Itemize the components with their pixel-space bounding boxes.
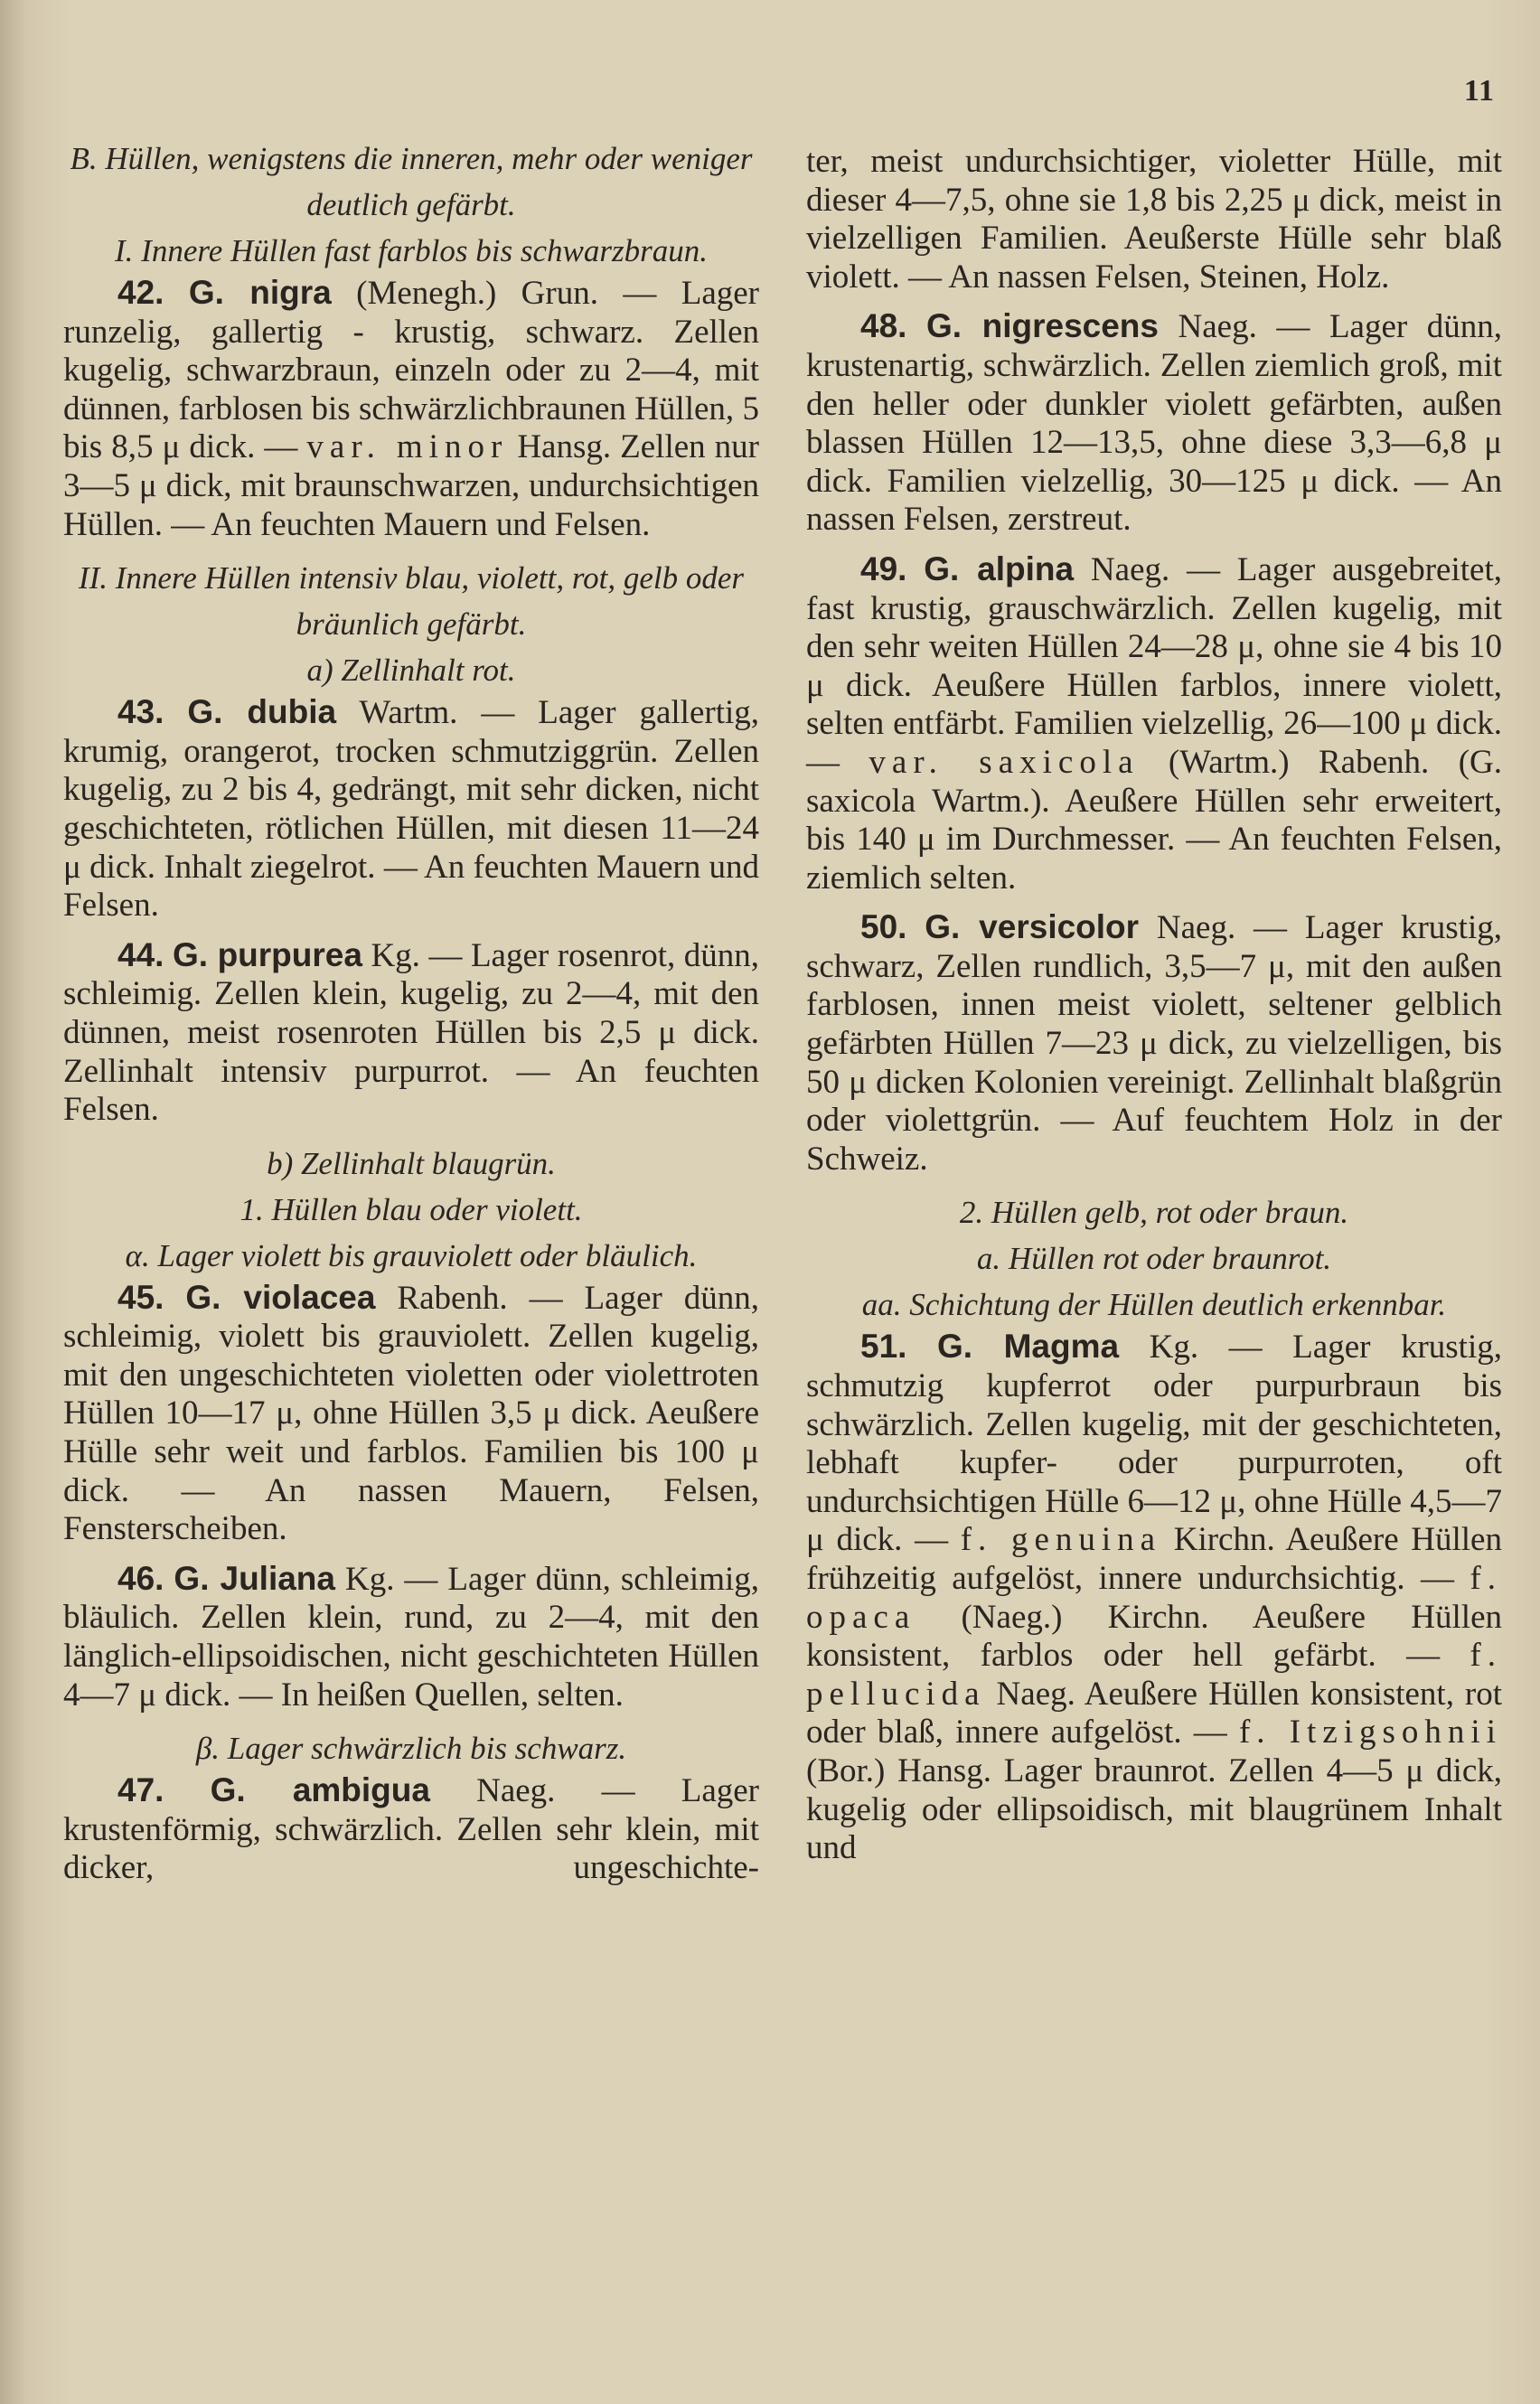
entry-text: (Wartm.) Rabenh. (G. saxicola Wartm.). Aeußere Hüllen sehr erweitert, bis 140 μ im Durchmesser. — An feuchten Felsen, ziemlich selten.: [806, 743, 1502, 897]
entry-number: 48.: [860, 307, 907, 345]
species-entry-47: [63, 1771, 759, 1888]
entry-text: (Bor.) Hansg. Lager braunrot. Zellen 4—5 μ dick, kugelig oder ellipsoidisch, mit blaugrünem Inhalt und: [806, 1751, 1502, 1867]
key-heading-a2: a. Hüllen rot oder braunrot.: [976, 1241, 1332, 1277]
key-heading-beta: β. Lager schwärzlich bis schwarz.: [195, 1731, 627, 1767]
species-name: G. nigrescens: [925, 307, 1159, 345]
species-entry-42: [63, 274, 759, 544]
key-heading-b2: b) Zellinhalt blaugrün.: [267, 1145, 556, 1181]
species-name: G. purpurea: [172, 935, 362, 973]
right-column: [806, 143, 1502, 1868]
entry-text: Naeg. — Lager krustig, schwarz, Zellen rundlich, 3,5—7 μ, mit den außen farblosen, innen meist violett, seltener gelblich gefärbten Hüllen 7—23 μ dick, zu vielzelligen, bis 50 μ dicken Kolonien vereinigt. Zellinhalt blaßgrün oder violettgrün. — Auf feuchtem Holz in der Schweiz.: [806, 909, 1502, 1178]
key-heading-2: 2. Hüllen gelb, rot oder braun.: [959, 1195, 1349, 1231]
species-entry-47-continued: ter, meist undurchsichtiger, violetter Hülle, mit dieser 4—7,5, ohne sie 1,8 bis 2,25 μ dick, meist in vielzelligen Familien. Aeußerste Hülle sehr blaß violett. — An nassen Felsen, Steinen, Holz.: [806, 143, 1502, 296]
species-name: G. Juliana: [174, 1559, 335, 1597]
species-name: G. alpina: [924, 549, 1075, 587]
species-name: G. violacea: [185, 1278, 376, 1316]
entry-number: 42.: [117, 274, 164, 311]
entry-text: Naeg. — Lager dünn, krustenartig, schwärzlich. Zellen ziemlich groß, mit den heller oder dunkler violett gefärbten, außen blassen Hüllen 12—13,5, ohne diese 3,3—6,8 μ dick. Familien vielzellig, 30—125 μ dick. — An nassen Felsen, zerstreut.: [806, 308, 1502, 539]
entry-number: 43.: [117, 693, 164, 731]
entry-number: 44.: [117, 935, 164, 973]
entry-number: 51.: [860, 1328, 907, 1366]
key-heading-aa: aa. Schichtung der Hüllen deutlich erkennbar.: [861, 1287, 1447, 1323]
species-entry-48: [806, 307, 1502, 540]
entry-number: 49.: [860, 549, 907, 587]
species-entry-46: [63, 1560, 759, 1714]
entry-text: Kirchn. Aeußere Hüllen frühzeitig aufgelöst, innere undurchsichtig. —: [806, 1521, 1502, 1597]
key-heading-a: a) Zellinhalt rot.: [306, 653, 516, 689]
species-name: G. dubia: [187, 693, 337, 731]
form-name: f. pellucida: [806, 1637, 1502, 1713]
key-heading-1: 1. Hüllen blau oder violett.: [239, 1191, 583, 1227]
species-entry-43: [63, 693, 759, 925]
key-heading-b: B. Hüllen, wenigstens die inneren, mehr oder weniger deutlich gefärbt.: [70, 141, 753, 222]
entry-number: 47.: [117, 1771, 164, 1809]
entry-text: Kg. — Lager dünn, schleimig, bläulich. Zellen klein, rund, zu 2—4, mit den länglich-ellipsoidischen, nicht geschichteten Hüllen 4—7 μ dick. — In heißen Quellen, selten.: [63, 1560, 759, 1714]
species-name: G. nigra: [188, 274, 332, 311]
entry-text: Kg. — Lager krustig, schmutzig kupferrot oder purpurbraun bis schwärzlich. Zellen kugelig, mit der geschichteten, lebhaft kupfer- oder purpurroten, oft undurchsichtigen Hülle 6—12 μ, ohne Hülle 4,5—7 μ dick. —: [806, 1329, 1502, 1559]
entry-text: (Naeg.) Kirchn. Aeußere Hüllen konsistent, farblos oder hell gefärbt. —: [806, 1598, 1502, 1675]
species-name: G. ambigua: [210, 1771, 430, 1809]
key-heading-ii: II. Innere Hüllen intensiv blau, violett, rot, gelb oder bräunlich gefärbt.: [78, 560, 745, 643]
entry-number: 45.: [117, 1278, 164, 1316]
variety-name: var. minor: [306, 428, 509, 466]
species-name: G. Magma: [936, 1328, 1120, 1366]
entry-text: Rabenh. — Lager dünn, schleimig, violett bis grauviolett. Zellen kugelig, mit den ungeschichteten violetten oder violettroten Hüllen 10—17 μ, ohne Hüllen 3,5 μ dick. Aeußere Hülle sehr weit und farblos. Familien bis 100 μ dick. — An nassen Mauern, Felsen, Fensterscheiben.: [63, 1279, 759, 1548]
page-number: 11: [1463, 74, 1495, 108]
key-heading-alpha: α. Lager violett bis grauviolett oder bläulich.: [125, 1237, 698, 1273]
form-name: f. opaca: [806, 1560, 1502, 1636]
entry-text: Wartm. — Lager gallertig, krumig, orangerot, trocken schmutziggrün. Zellen kugelig, zu 2 bis 4, gedrängt, mit sehr dicken, nicht geschichteten, rötlichen Hüllen, mit diesen 11—24 μ dick. Inhalt ziegelrot. — An feuchten Mauern und Felsen.: [63, 694, 760, 925]
form-name: f. Itzigsohnii: [1238, 1714, 1502, 1751]
left-column: [63, 136, 759, 1888]
entry-number: 50.: [860, 908, 907, 946]
species-entry-45: [63, 1279, 759, 1549]
form-name: f. genuina: [960, 1521, 1162, 1559]
variety-name: var. saxicola: [869, 743, 1140, 781]
entry-text: (Menegh.) Grun. — Lager runzelig, gallertig - krustig, schwarz. Zellen kugelig, schwarzbraun, einzeln oder zu 2—4, mit dünnen, farblosen bis schwärzlichbraunen Hüllen, 5 bis 8,5 μ dick. —: [63, 275, 759, 466]
species-entry-44: [63, 936, 759, 1130]
species-entry-51: [806, 1328, 1502, 1867]
entry-text: Naeg. Aeußere Hüllen konsistent, rot oder blaß, innere aufgelöst. —: [806, 1675, 1502, 1751]
entry-text: Naeg. — Lager krustenförmig, schwärzlich. Zellen sehr klein, mit dicker, ungeschichte-: [63, 1772, 759, 1887]
entry-text: Kg. — Lager rosenrot, dünn, schleimig. Zellen klein, kugelig, zu 2—4, mit den dünnen, meist rosenroten Hüllen bis 2,5 μ dick. Zellinhalt intensiv purpurrot. — An feuchten Felsen.: [63, 936, 760, 1129]
species-entry-49: [806, 550, 1502, 897]
species-name: G. versicolor: [925, 908, 1140, 946]
key-heading-i: I. Innere Hüllen fast farblos bis schwarzbraun.: [115, 233, 708, 268]
entry-number: 46.: [117, 1559, 164, 1597]
species-entry-50: [806, 908, 1502, 1179]
entry-text: Hansg. Zellen nur 3—5 μ dick, mit braunschwarzen, undurchsichtigen Hüllen. — An feuchten Mauern und Felsen.: [63, 428, 760, 543]
entry-text: Naeg. — Lager ausgebreitet, fast krustig, grauschwärzlich. Zellen kugelig, mit den sehr weiten Hüllen 24—28 μ, ohne sie 4 bis 10 μ dick. Aeußere Hüllen farblos, innere violett, selten entfärbt. Familien vielzellig, 26—100 μ dick. —: [806, 550, 1502, 781]
